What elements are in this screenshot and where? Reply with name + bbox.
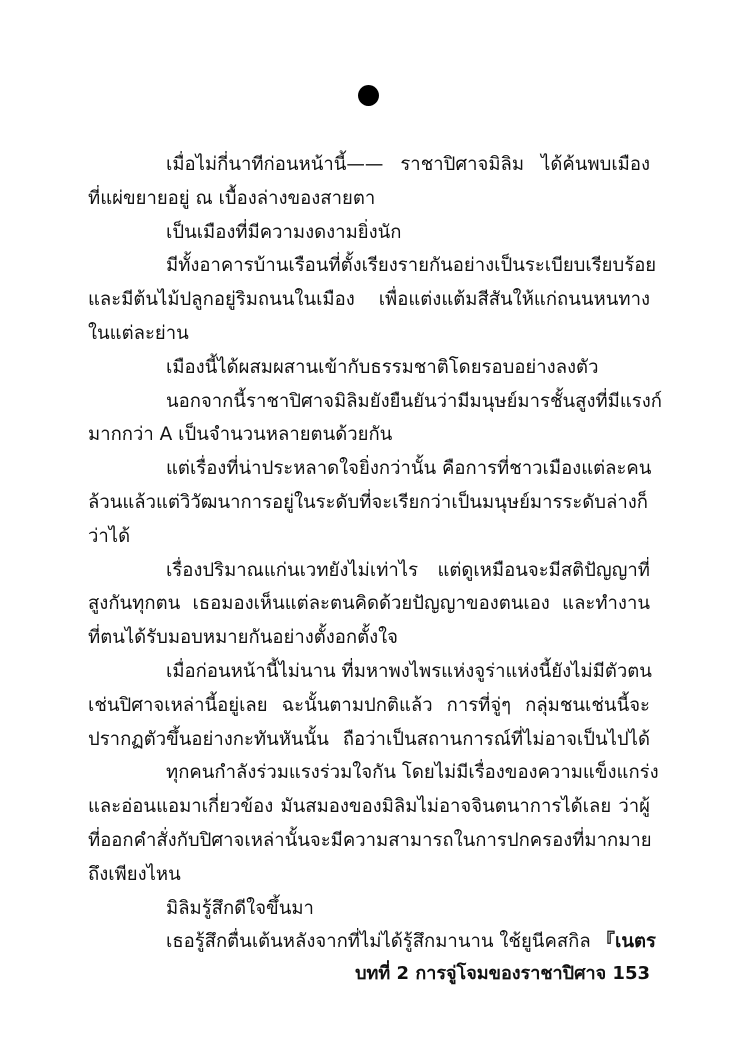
text-line: ถึงเพียงไหน [88,863,181,885]
text-line: ในแต่ละย่าน [88,322,189,344]
body-text [88,148,662,959]
text-line: เมื่อก่อนหน้านี้ไม่นาน ที่มหาพงไพรแห่งจูร่าแห่งนี้ยังไม่มีตัวตน [166,660,652,682]
text-line: เมืองนี้ได้ผสมผสานเข้ากับธรรมชาติโดยรอบอย่างลงตัว [166,356,599,378]
text-line: ปรากฏตัวขึ้นอย่างกะทันหันนั้น ถือว่าเป็นสถานการณ์ที่ไม่อาจเป็นไปได้ [88,728,650,750]
text-line [88,925,656,959]
skill-name-text: 『เนตร [596,931,656,953]
text-line: มิลิมรู้สึกดีใจขึ้นมา [166,897,314,919]
text-line: มีทั้งอาคารบ้านเรือนที่ตั้งเรียงรายกันอย่างเป็นระเบียบเรียบร้อย [166,255,657,277]
text-line: เมื่อไม่กี่นาทีก่อนหน้านี้—— ราชาปิศาจมิลิม ได้ค้นพบเมือง [166,154,650,175]
text-line: ทุกคนกำลังร่วมแรงร่วมใจกัน โดยไม่มีเรื่องของความแข็งแกร่ง [166,762,659,784]
text-line: และมีต้นไม้ปลูกอยู่ริมถนนในเมือง เพื่อแต่งแต้มสีสันให้แก่ถนนหนทาง [88,289,650,311]
text-line: แต่เรื่องที่น่าประหลาดใจยิ่งกว่านั้น คือการที่ชาวเมืองแต่ละคน [166,458,652,480]
text-line: ที่ตนได้รับมอบหมายกันอย่างตั้งอกตั้งใจ [88,627,399,649]
text-line: มากกว่า A เป็นจำนวนหลายตนด้วยกัน [88,424,393,446]
chapter-bullet-icon [358,85,379,106]
text-line: นอกจากนี้ราชาปิศาจมิลิมยังยืนยันว่ามีมนุษย์มารชั้นสูงที่มีแรงก์ [166,390,662,412]
text-line: ว่าได้ [88,525,131,547]
text-line: เรื่องปริมาณแก่นเวทยังไม่เท่าไร แต่ดูเหมือนจะมีสติปัญญาที่ [166,559,650,581]
text-line: เช่นปิศาจเหล่านี้อยู่เลย ฉะนั้นตามปกติแล้ว การที่จู่ๆ กลุ่มชนเช่นนี้จะ [88,694,650,716]
last-line-text: เธอรู้สึกตื่นเต้นหลังจากที่ไม่ได้รู้สึกมานาน ใช้ยูนีคสกิล [166,931,597,953]
text-line: ที่แผ่ขยายอยู่ ณ เบื้องล่างของสายตา [88,187,376,209]
text-line: ที่ออกคำสั่งกับปิศาจเหล่านั้นจะมีความสามารถในการปกครองที่มากมาย [88,829,652,851]
text-line: เป็นเมืองที่มีความงดงามยิ่งนัก [166,221,402,243]
page-footer: บทที่ 2 การจู่โจมของราชาปิศาจ 153 [355,963,650,984]
text-line: และอ่อนแอมาเกี่ยวข้อง มันสมองของมิลิมไม่อาจจินตนาการได้เลย ว่าผู้ [88,796,650,818]
text-line: สูงกันทุกตน เธอมองเห็นแต่ละตนคิดด้วยปัญญาของตนเอง และทำงาน [88,593,650,615]
text-line: ล้วนแล้วแต่วิวัฒนาการอยู่ในระดับที่จะเรียกว่าเป็นมนุษย์มารระดับล่างก็ [88,491,649,513]
